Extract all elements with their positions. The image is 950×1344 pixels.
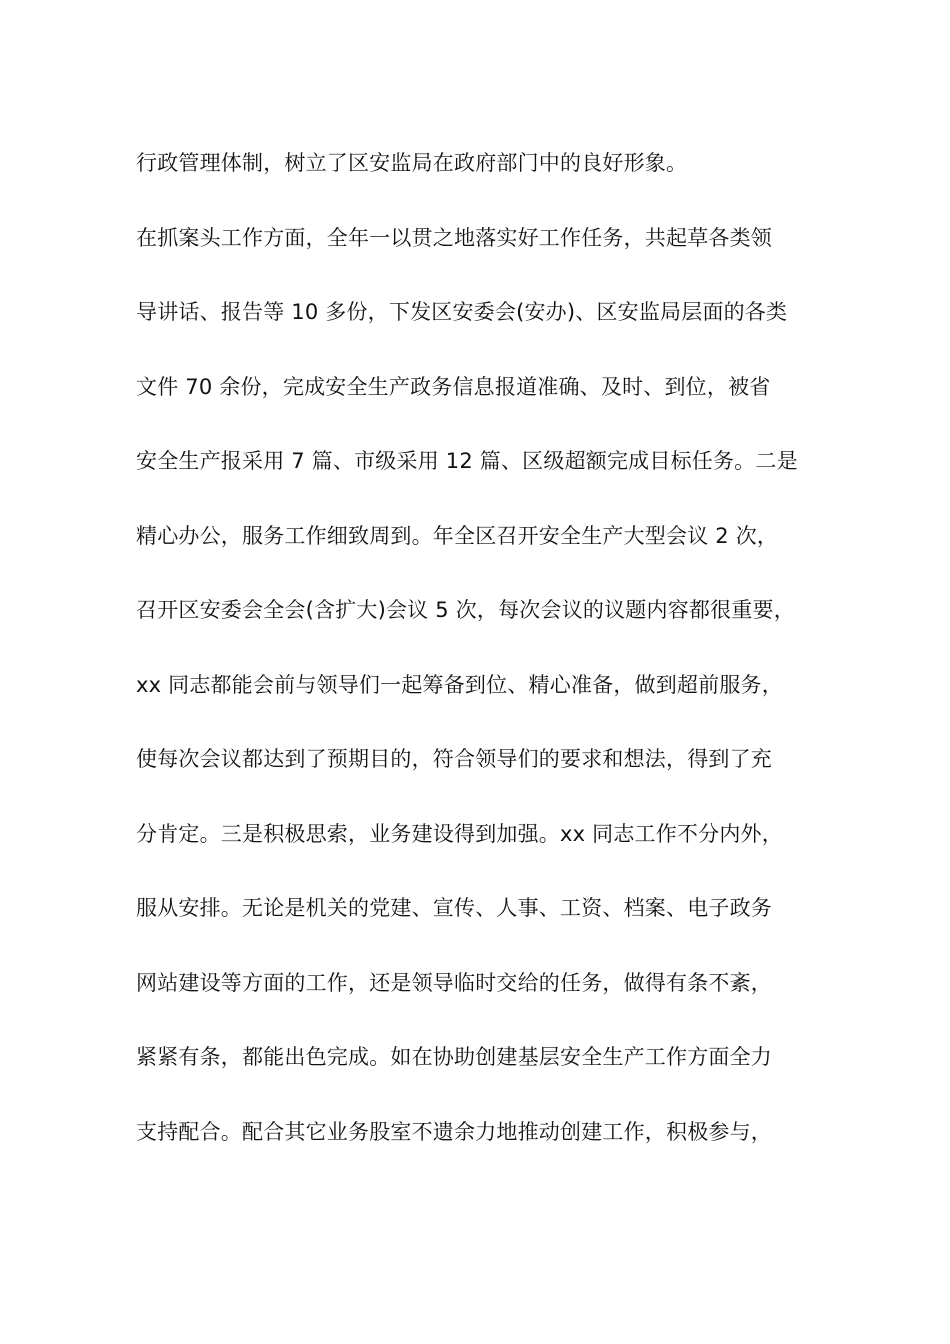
text-line: 行政管理体制，树立了区安监局在政府部门中的良好形象。 [136,151,688,175]
text-line: 使每次会议都达到了预期目的，符合领导们的要求和想法，得到了充 [136,747,772,771]
text-line: 在抓案头工作方面，全年一以贯之地落实好工作任务，共起草各类领 [136,226,772,250]
text-line: 文件 70 余份，完成安全生产政务信息报道准确、及时、到位，被省 [136,375,771,399]
text-line: 导讲话、报告等 10 多份，下发区安委会(安办)、区安监局层面的各类 [136,300,788,324]
text-line: 精心办公，服务工作细致周到。年全区召开安全生产大型会议 2 次， [136,524,779,548]
text-line: 网站建设等方面的工作，还是领导临时交给的任务，做得有条不紊， [136,971,772,995]
text-line: 安全生产报采用 7 篇、市级采用 12 篇、区级超额完成目标任务。二是 [136,449,798,473]
text-line: xx 同志都能会前与领导们一起筹备到位、精心准备，做到超前服务， [136,673,783,697]
text-line: 紧紧有条，都能出色完成。如在协助创建基层安全生产工作方面全力 [136,1045,772,1069]
text-line: 分肯定。三是积极思索，业务建设得到加强。xx 同志工作不分内外， [136,822,783,846]
text-line: 支持配合。配合其它业务股室不遗余力地推动创建工作，积极参与， [136,1120,772,1144]
text-line: 召开区安委会全会(含扩大)会议 5 次，每次会议的议题内容都很重要， [136,598,795,622]
text-line: 服从安排。无论是机关的党建、宣传、人事、工资、档案、电子政务 [136,896,772,920]
